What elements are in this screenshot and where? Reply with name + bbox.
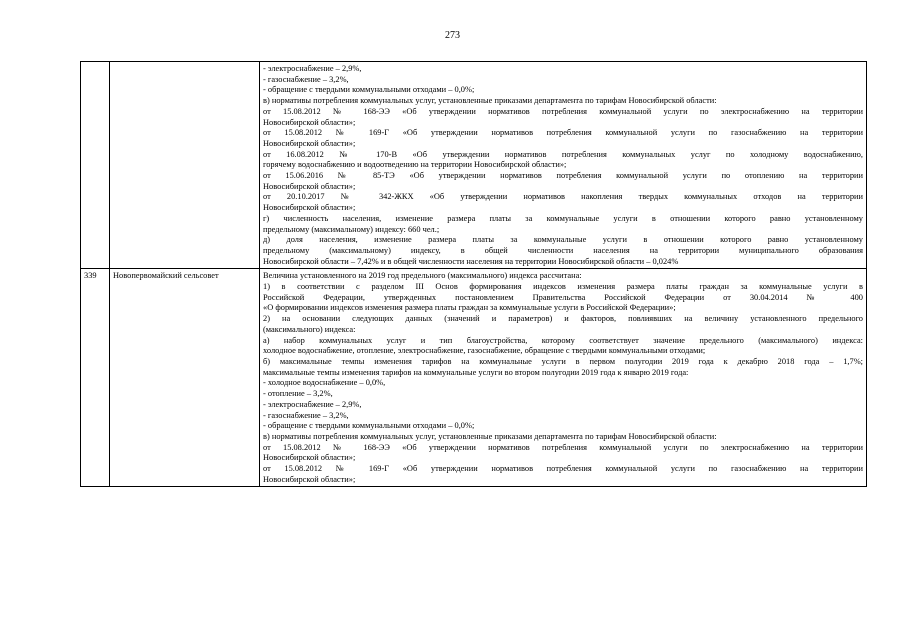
- text-line: максимальные темпы изменения тарифов на коммунальные услуги во втором полугодии 2019 года к январю 2019 года:: [263, 367, 689, 377]
- text-line: 2) на основании следующих данных (значений и параметров) и факторов, повлиявших на величину установленного предельного: [263, 314, 863, 324]
- description-cell: [260, 62, 867, 269]
- row-number-cell: 339: [81, 269, 110, 487]
- text-line: от 20.10.2017 № 342-ЖКХ «Об утверждении нормативов накопления твердых коммунальных отходов на территории: [263, 192, 863, 202]
- text-line: - холодное водоснабжение – 0,0%,: [263, 378, 386, 388]
- text-line: «О формировании индексов изменения размера платы граждан за коммунальные услуги в Российской Федерации»;: [263, 303, 676, 313]
- text-line: от 15.08.2012 № 169-Г «Об утверждении нормативов потребления коммунальной услуги по газоснабжению на территории: [263, 464, 863, 474]
- text-line: а) набор коммунальных услуг и тип благоустройства, которому соответствует значение предельного (максимального) индекса:: [263, 335, 863, 345]
- table-row: [81, 269, 867, 487]
- text-line: от 16.08.2012 № 170-В «Об утверждении нормативов потребления коммунальных услуг по холодному водоснабжению,: [263, 149, 863, 159]
- text-line: Новосибирской области»;: [263, 453, 356, 463]
- municipality-name-cell: Новопервомайский сельсовет: [110, 269, 260, 487]
- description-cell: [260, 269, 867, 487]
- text-line: (максимального) индекса:: [263, 324, 356, 334]
- text-line: Российской Федерации, утвержденных постановлением Правительства Российской Федерации от 30.04.2014 № 400: [263, 292, 863, 302]
- text-line: 1) в соответствии с разделом III Основ формирования индексов изменения размера платы граждан за коммунальные услуги в: [263, 282, 863, 292]
- text-line: г) численность населения, изменение размера платы за коммунальные услуги в отношении которого равно установленному: [263, 213, 863, 223]
- text-line: предельному (максимальному) индексу, в общей численности населения на территории муниципального образования: [263, 245, 863, 255]
- text-line: Величина установленного на 2019 год предельного (максимального) индекса рассчитана:: [263, 271, 582, 281]
- text-line: холодное водоснабжение, отопление, электроснабжение, газоснабжение, обращение с твердыми коммунальными отходами;: [263, 346, 706, 356]
- table-row: [81, 62, 867, 269]
- text-line: предельному (максимальному) индексу: 660 чел.;: [263, 224, 440, 234]
- text-line: - электроснабжение – 2,9%,: [263, 64, 362, 73]
- text-line: Новосибирской области»;: [263, 181, 356, 191]
- text-line: в) нормативы потребления коммунальных услуг, установленные приказами департамента по тарифам Новосибирской области:: [263, 96, 717, 106]
- text-line: - газоснабжение – 3,2%,: [263, 74, 349, 84]
- text-line: б) максимальные темпы изменения тарифов на коммунальные услуги в первом полугодии 2019 года к декабрю 2018 года – 1,7%;: [263, 356, 863, 366]
- text-line: горячему водоснабжению и водоотведению на территории Новосибирской области»;: [263, 160, 567, 170]
- text-line: от 15.06.2016 № 85-ТЭ «Об утверждении нормативов потребления коммунальной услуги по отоплению на территории: [263, 171, 863, 181]
- text-line: - обращение с твердыми коммунальными отходами – 0,0%;: [263, 421, 475, 431]
- municipality-name-cell: [110, 62, 260, 269]
- document-table: [80, 61, 867, 487]
- text-line: от 15.08.2012 № 168-ЭЭ «Об утверждении нормативов потребления коммунальной услуги по электроснабжению на территории: [263, 106, 863, 116]
- text-line: д) доля населения, изменение размера платы за коммунальные услуги в отношении которого равно установленному: [263, 235, 863, 245]
- table-body: [81, 62, 867, 487]
- text-line: от 15.08.2012 № 168-ЭЭ «Об утверждении нормативов потребления коммунальной услуги по электроснабжению на территории: [263, 442, 863, 452]
- text-line: - отопление – 3,2%,: [263, 389, 333, 399]
- text-line: - электроснабжение – 2,9%,: [263, 399, 362, 409]
- text-line: Новосибирской области»;: [263, 117, 356, 127]
- text-line: от 15.08.2012 № 169-Г «Об утверждении нормативов потребления коммунальной услуги по газоснабжению на территории: [263, 128, 863, 138]
- text-line: - газоснабжение – 3,2%,: [263, 410, 349, 420]
- text-line: Новосибирской области»;: [263, 138, 356, 148]
- text-line: Новосибирской области»;: [263, 203, 356, 213]
- text-line: - обращение с твердыми коммунальными отходами – 0,0%;: [263, 85, 475, 95]
- text-line: Новосибирской области»;: [263, 474, 356, 484]
- page-number: 273: [445, 30, 460, 41]
- text-line: Новосибирской области – 7,42% и в общей численности населения на территории Новосибирской области – 0,024%: [263, 256, 679, 266]
- row-number-cell: [81, 62, 110, 269]
- text-line: в) нормативы потребления коммунальных услуг, установленные приказами департамента по тарифам Новосибирской области:: [263, 431, 717, 441]
